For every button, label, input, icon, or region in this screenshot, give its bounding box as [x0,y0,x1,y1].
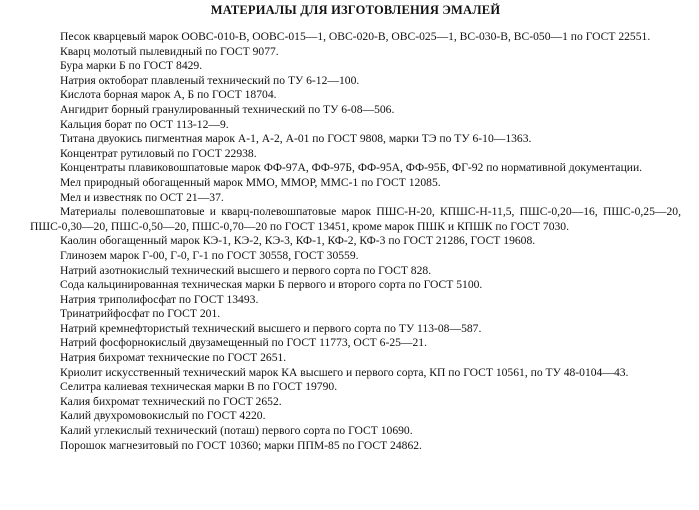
list-item: Кислота борная марок А, Б по ГОСТ 18704. [60,88,277,102]
list-item: Глинозем марок Г-00, Г-0, Г-1 по ГОСТ 30558, ГОСТ 30559. [60,248,359,262]
list-item: Натрий фосфорнокислый двузамещенный по ГОСТ 11773, ОСТ 6-25—21. [60,336,427,350]
list-item: Порошок магнезитовый по ГОСТ 10360; марки ППМ-85 по ГОСТ 24862. [60,438,422,452]
list-item: Натрия октоборат плавленый технический по ТУ 6-12—100. [60,73,360,87]
list-item: Тринатрийфосфат по ГОСТ 201. [60,307,221,321]
list-item: Криолит искусственный технический марок КА высшего и первого сорта, КП по ГОСТ 10561, по ТУ 48-0104—43. [60,365,629,379]
list-item: Песок кварцевый марок ООВС-010-В, ООВС-015—1, ОВС-020-В, ОВС-025—1, ВС-030-В, ВС-050—1 по ГОСТ 22551. [60,30,651,43]
list-item: Мел природный обогащенный марок ММО, ММОР, ММС-1 по ГОСТ 12085. [60,175,441,189]
list-item: Концентраты плавиковошпатовые марок ФФ-97А, ФФ-97Б, ФФ-95А, ФФ-95Б, ФГ-92 по нормативной документации. [60,161,643,175]
list-item: Калий двухромовокислый по ГОСТ 4220. [60,409,266,423]
document-title: МАТЕРИАЛЫ ДЛЯ ИЗГОТОВЛЕНИЯ ЭМАЛЕЙ [210,3,501,17]
list-item: Сода кальцинированная техническая марки Б первого и второго сорта по ГОСТ 5100. [60,278,483,292]
list-item: Калий углекислый технический (поташ) первого сорта по ГОСТ 10690. [60,424,413,438]
list-item: Концентрат рутиловый по ГОСТ 22938. [60,146,257,160]
list-item: Материалы полевошпатовые и кварц-полевошпатовые марок ПШС-Н-20, КПШС-Н-11,5, ПШС-0,20—16, ПШС-0,25—20, ПШС-0,30—20, ПШС-0,50—20, ПШС-0,70—20 по ГОСТ 13451, кроме марок ПШК и КПШК по ГОСТ 7030. [30,205,681,233]
list-item: Мел и известняк по ОСТ 21—37. [60,190,224,204]
list-item: Бура марки Б по ГОСТ 8429. [60,59,203,73]
list-item: Кварц молотый пылевидный по ГОСТ 9077. [60,44,279,58]
list-item: Ангидрит борный гранулированный технический по ТУ 6-08—506. [60,102,395,116]
materials-list [30,30,681,453]
list-item: Селитра калиевая техническая марки В по ГОСТ 19790. [60,380,338,394]
list-item: Кальция борат по ОСТ 113-12—9. [60,117,229,131]
list-item: Натрий кремнефтористый технический высшего и первого сорта по ТУ 113-08—587. [60,321,482,335]
list-item: Каолин обогащенный марок КЭ-1, КЭ-2, КЭ-3, КФ-1, КФ-2, КФ-3 по ГОСТ 21286, ГОСТ 19608. [60,234,536,248]
list-item: Калия бихромат технический по ГОСТ 2652. [60,394,282,408]
list-item: Титана двуокись пигментная марок А-1, А-2, А-01 по ГОСТ 9808, марки ТЭ по ТУ 6-10—1363. [60,132,532,146]
list-item: Натрий азотнокислый технический высшего и первого сорта по ГОСТ 828. [60,263,432,277]
list-item: Натрия бихромат технические по ГОСТ 2651. [60,351,287,365]
list-item: Натрия триполифосфат по ГОСТ 13493. [60,292,259,306]
